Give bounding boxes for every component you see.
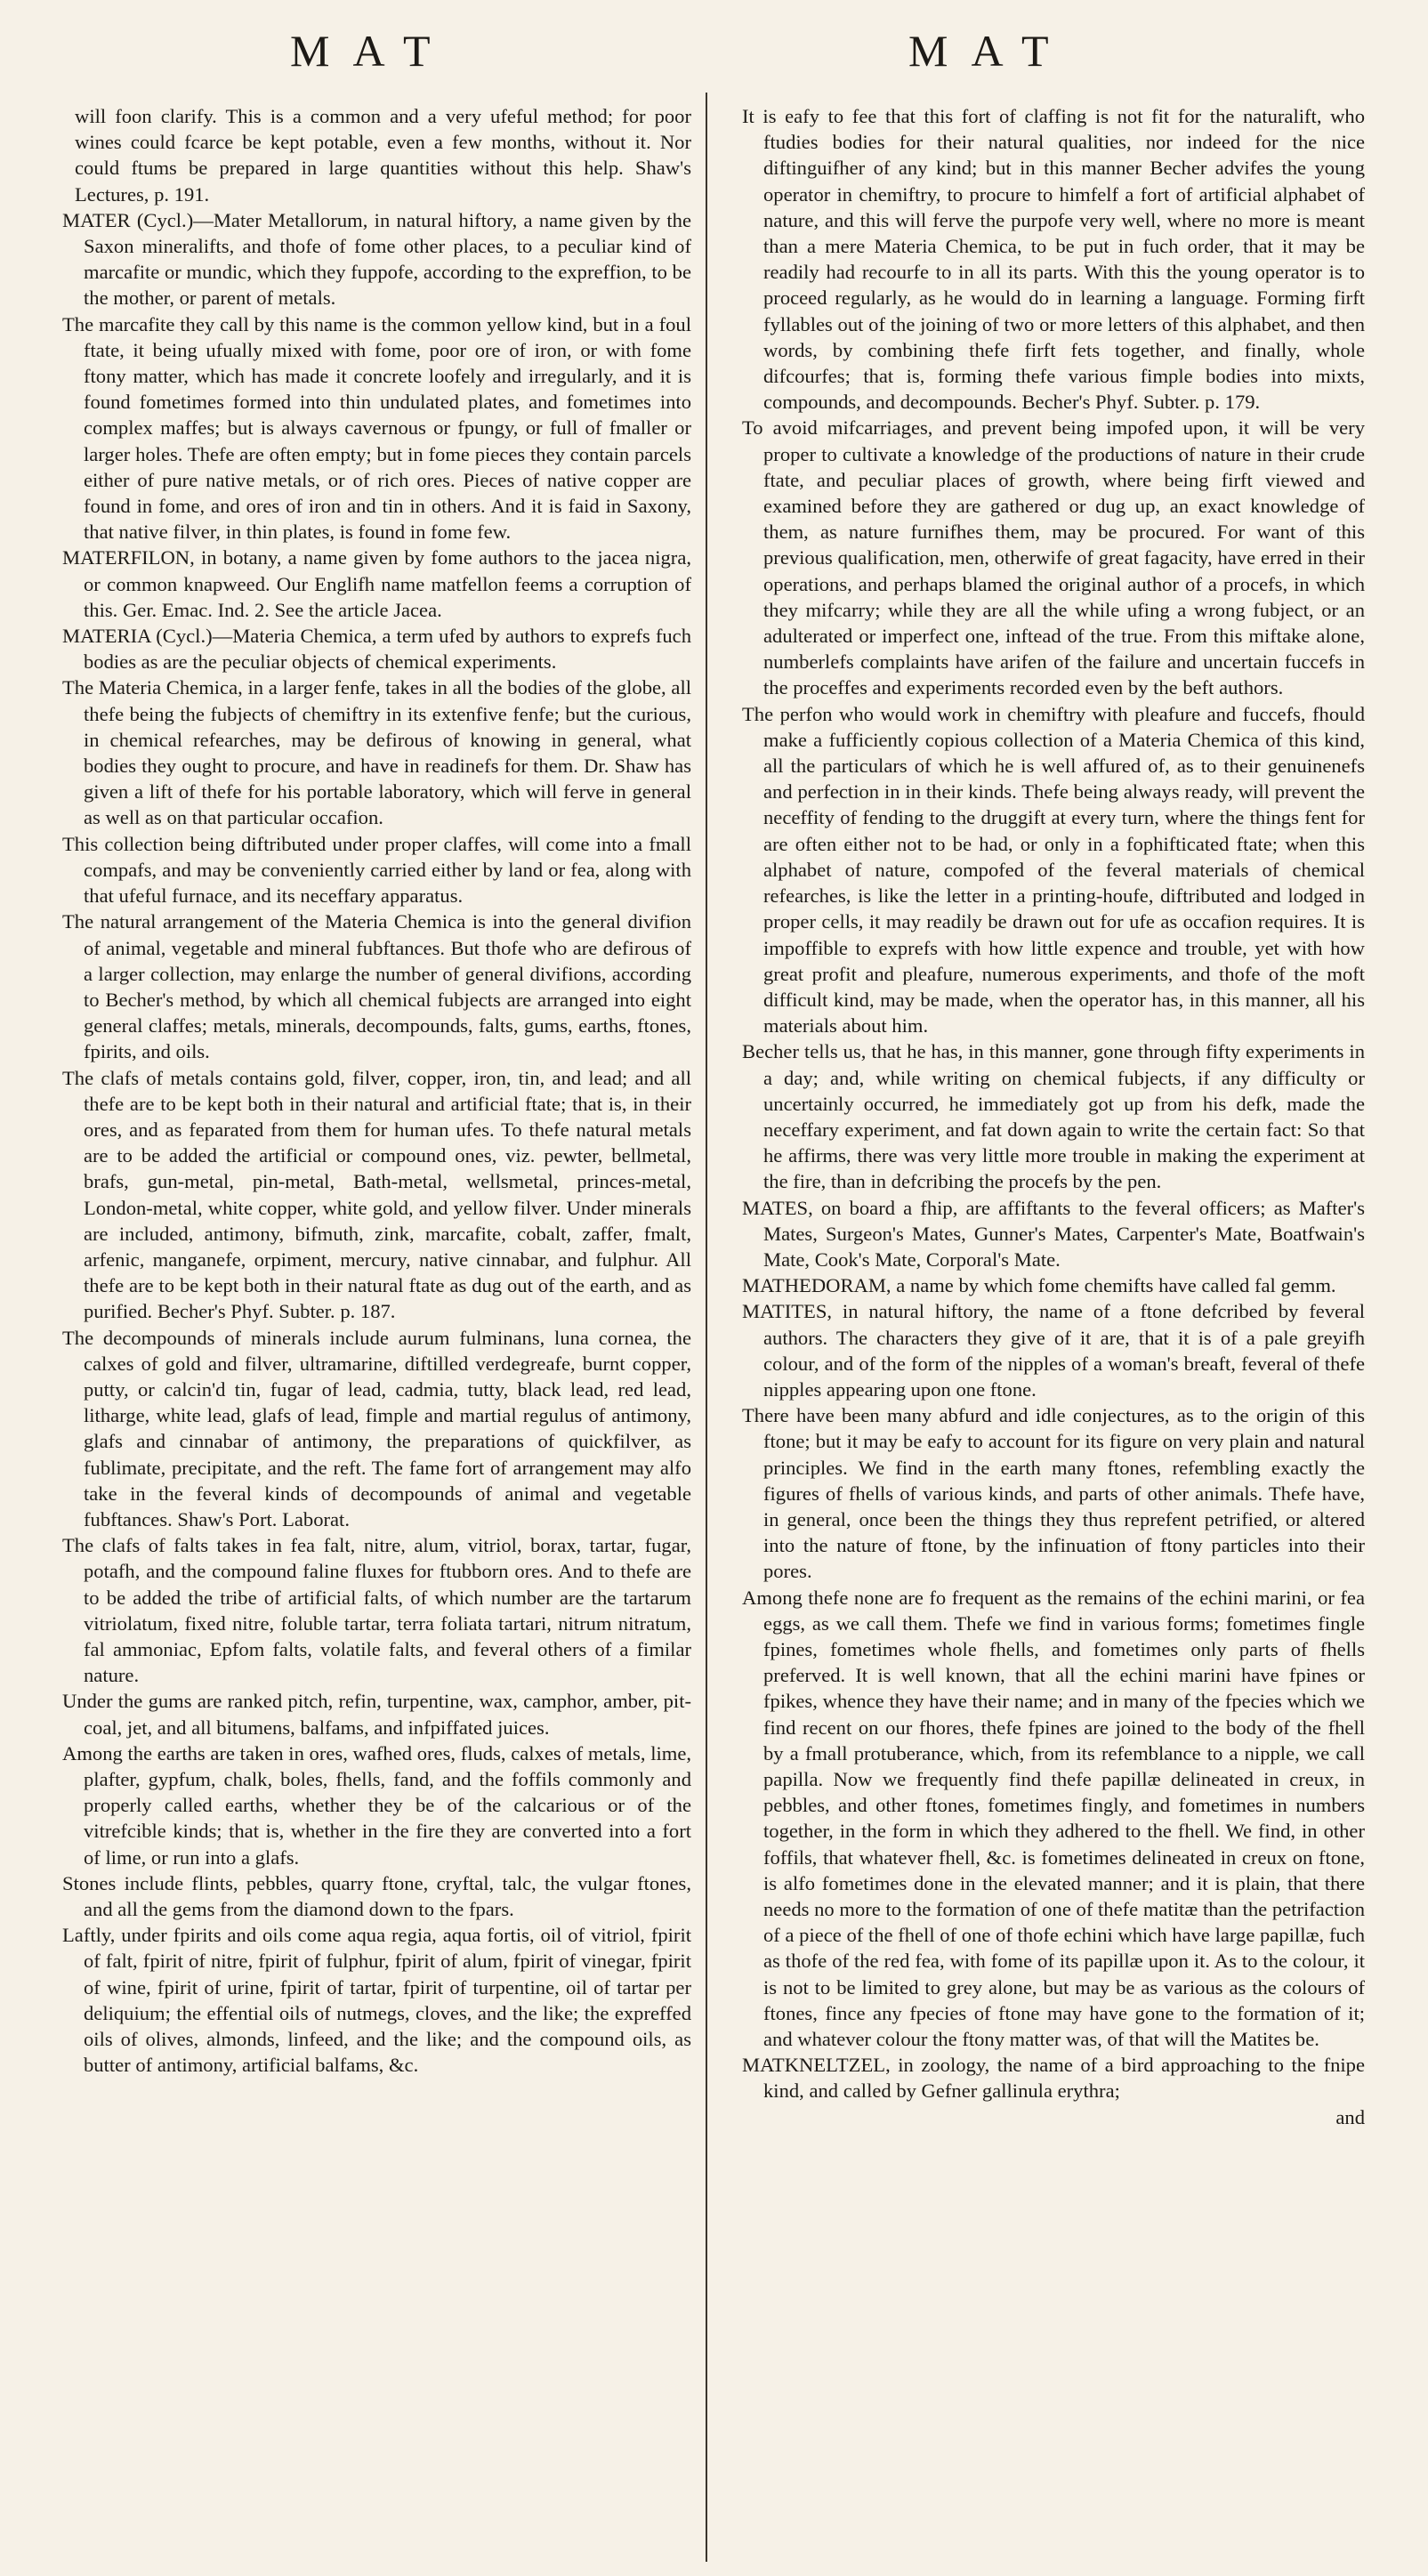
paragraph: The clafs of falts takes in fea falt, nitre, alum, vitriol, borax, tartar, fugar, potafh, and the compound faline fluxes for ftubborn ores. And to thefe are to be added the tribe of artificial falts, of which number are the tartarum vitriolatum, fixed nitre, foluble tartar, terra foliata tartari, nitrum nitratum, fal ammoniac, Epfom falts, volatile falts, and feveral others of a fimilar nature.	[62, 1534, 691, 1687]
paragraph: To avoid mifcarriages, and prevent being impofed upon, it will be very proper to cultivate a knowledge of the productions of nature in their crude ftate, and peculiar places of growth, where being firft viewed and examined before they are gathered or dug up, an exact knowledge of them, as nature furnifhes them, may be procured. For want of this previous qualification, men, otherwife of great fagacity, have erred in their operations, and perhaps blamed the original author of a procefs, in which they mifcarry; while they are all the while ufing a wrong fubject, or an adulterated or imperfect one, inftead of the true. From this miftake alone, numberlefs complaints have arifen of the failure and uncertain fuccefs in the proceffes and experiments recorded even by the beft authors.	[742, 416, 1365, 699]
column-divider	[706, 93, 707, 2562]
paragraph: Laftly, under fpirits and oils come aqua regia, aqua fortis, oil of vitriol, fpirit of falt, fpirit of nitre, fpirit of fulphur, fpirit of alum, fpirit of vinegar, fpirit of wine, fpirit of urine, fpirit of tartar, fpirit of turpentine, oil of tartar per deliquium; the effential oils of nutmegs, cloves, and the like; the expreffed oils of olives, almonds, linfeed, and the like; and the compound oils, as butter of antimony, artificial balfams, &c.	[62, 1924, 691, 2077]
paragraph: Stones include flints, pebbles, quarry ftone, cryftal, talc, the vulgar ftones, and all the gems from the diamond down to the fpars.	[62, 1871, 691, 1921]
paragraph: Among thefe none are fo frequent as the remains of the echini marini, or fea eggs, as we call them. Thefe we find in various forms; fometimes fingle fpines, fometimes whole fhells, and fometimes only parts of fhells preferved. It is well known, that all the echini marini have fpines or fpikes, whence they have their name; and in many of the fpecies which we find recent on our fhores, thefe fpines are joined to the body of the fhell by a fmall protuberance, which, from its refemblance to a nipple, we call papilla. Now we frequently find thefe papillæ delineated in creux, in pebbles, and other ftones, fometimes fingly, and fometimes in numbers together, in the form in which they adhered to the fhell. We find, in other foffils, that whatever fhell, &c. is fometimes delineated in creux on ftone, is alfo fometimes done in the elevated manner; and it is plain, that there needs no more to the formation of one of thefe matitæ than the petrifaction of a piece of the fhell of one of thofe echini which have large papillæ, fuch as thofe of the red fea, with fome of its papillæ upon it. As to the colour, it is not to be limited to grey alone, but may be as various as the colours of ftones, fince any fpecies of ftone may have gone to the formation of it; and whatever colour the ftony matter was, of that will the Matites be.	[742, 1586, 1365, 2051]
entry-mathedoram: MATHEDORAM, a name by which fome chemifts have called fal gemm.	[742, 1274, 1336, 1297]
paragraph: Becher tells us, that he has, in this manner, gone through fifty experiments in a day; and, while writing on chemical fubjects, if any difficulty or uncertainly occurred, he immediately got up from his defk, made the neceffary experiment, and fat down again to write the certain fact: So that he affirms, there was very little more trouble in making the experiment at the fire, than in defcribing the procefs by the pen.	[742, 1040, 1365, 1193]
paragraph: The marcafite they call by this name is the common yellow kind, but in a foul ftate, it being ufually mixed with fome, poor ore of iron, or with fome ftony matter, which has made it concrete loofely and irregularly, and it is found fometimes formed into thin undulated plates, and fometimes into complex maffes; but is always cavernous or fpungy, or full of fmaller or larger holes. Thefe are often empty; but in fome pieces they contain parcels either of pure native metals, or of rich ores. Pieces of native copper are found in fome, and ores of iron and tin in others. And it is faid in Saxony, that native filver, in thin plates, is found in fome few.	[62, 312, 691, 544]
paragraph: The natural arrangement of the Materia Chemica is into the general divifion of animal, vegetable and mineral fubftances. But thofe who are defirous of a larger collection, may enlarge the number of general divifions, according to Becher's method, by which all chemical fubjects are arranged into eight general claffes; metals, minerals, decompounds, falts, gums, earths, ftones, fpirits, and oils.	[62, 910, 691, 1063]
entry-matites: MATITES, in natural hiftory, the name of a ftone defcribed by feveral authors. The characters they give of it are, that it is of a pale greyifh colour, and of the form of the nipples of a woman's breaft, feveral of thefe nipples appearing upon one ftone.	[742, 1300, 1365, 1401]
entry-materia: MATERIA (Cycl.)—Materia Chemica, a term ufed by authors to exprefs fuch bodies as are the peculiar objects of chemical experiments.	[62, 625, 691, 674]
running-head-left: MAT	[290, 26, 454, 76]
paragraph: The Materia Chemica, in a larger fenfe, takes in all the bodies of the globe, all thefe being the fubjects of chemiftry in its extenfive fenfe; but the curious, in chemical refearches, may be defirous of knowing in general, what bodies they ought to procure, and have in readinefs for them. Dr. Shaw has given a lift of thefe for his portable laboratory, which will ferve in general as well as on that particular occafion.	[62, 676, 691, 829]
paragraph: will foon clarify. This is a common and a very ufeful method; for poor wines could fcarce be kept potable, even a few months, without it. Nor could ftums be prepared in large quantities without this help. Shaw's Lectures, p. 191.	[75, 105, 691, 206]
paragraph: This collection being diftributed under proper claffes, will come into a fmall compafs, and may be conveniently carried either by land or fea, along with that ufeful furnace, and its neceffary apparatus.	[62, 832, 691, 908]
paragraph: The clafs of metals contains gold, filver, copper, iron, tin, and lead; and all thefe are to be kept both in their natural and artificial ftate; that is, in their ores, and as feparated from them for human ufes. To thefe natural metals are to be added the artificial or compound ones, viz. pewter, bellmetal, brafs, gun-metal, pin-metal, Bath-metal, wellsmetal, princes-metal, London-metal, white copper, white gold, and yellow filver. Under minerals are included, antimony, bifmuth, zink, marcafite, cobalt, zaffer, fmalt, arfenic, manganefe, orpiment, mercury, native cinnabar, and fulphur. All thefe are to be kept both in their natural ftate as dug out of the earth, and as purified. Becher's Phyf. Subter. p. 187.	[62, 1066, 691, 1323]
paragraph: Under the gums are ranked pitch, refin, turpentine, wax, camphor, amber, pit-coal, jet, and all bitumens, balfams, and infpiffated juices.	[62, 1690, 691, 1739]
catchword: and	[1335, 2105, 1365, 2128]
entry-materfilon: MATERFILON, in botany, a name given by fome authors to the jacea nigra, or common knapweed. Our Englifh name matfellon feems a corruption of this. Ger. Emac. Ind. 2. See the article Jacea.	[62, 546, 691, 621]
entry-matkneltzel: MATKNELTZEL, in zoology, the name of a bird approaching to the fnipe kind, and called by Gefner gallinula erythra;	[742, 2054, 1365, 2103]
running-head-right: MAT	[908, 26, 1072, 76]
paragraph: There have been many abfurd and idle conjectures, as to the origin of this ftone; but it may be eafy to account for its figure on very plain and natural principles. We find in the earth many ftones, refembling exactly the figures of fhells of various kinds, and parts of other animals. Thefe have, in general, once been the things they thus reprefent petrified, or altered into the nature of ftone, by the infinuation of ftony particles into their pores.	[742, 1404, 1365, 1583]
left-column	[62, 103, 691, 2078]
paragraph: The decompounds of minerals include aurum fulminans, luna cornea, the calxes of gold and filver, ultramarine, diftilled verdegreafe, burnt copper, putty, or calcin'd tin, fugar of lead, cadmia, tutty, black lead, red lead, litharge, white lead, glafs of lead, fimple and martial regulus of antimony, glafs and cinnabar of antimony, the preparations of quickfilver, as fublimate, precipitate, and the reft. The fame fort of arrangement may alfo take in the feveral kinds of decompounds of animal and vegetable fubftances. Shaw's Port. Laborat.	[62, 1326, 691, 1530]
paragraph: It is eafy to fee that this fort of claffing is not fit for the naturalift, who ftudies bodies for their natural qualities, nor indeed for the nice diftinguifher of any kind; but in this manner Becher advifes the young operator in chemiftry, to procure to himfelf a fort of artificial alphabet of nature, and this will ferve the purpofe very well, where no more is meant than a mere Materia Chemica, to be put in fuch order, that it may be readily had recourfe to in all its parts. With this the young operator is to proceed regularly, as he would do in learning a language. Forming firft fyllables out of the joining of two or more letters of this alphabet, and then words, by combining thefe firft fets together, and finally, whole difcourfes; that is, forming thefe various fimple bodies into mixts, compounds, and decompounds. Becher's Phyf. Subter. p. 179.	[742, 105, 1365, 414]
entry-mates: MATES, on board a fhip, are affiftants to the feveral officers; as Mafter's Mates, Surgeon's Mates, Gunner's Mates, Carpenter's Mate, Boatfwain's Mate, Cook's Mate, Corporal's Mate.	[742, 1196, 1365, 1271]
paragraph: The perfon who would work in chemiftry with pleafure and fuccefs, fhould make a fufficiently copious collection of a Materia Chemica of this kind, all the particulars of which he is well affured of, as to their genuinenefs and perfection in in their kinds. Thefe being always ready, will prevent the neceffity of fending to the druggift at every turn, where the things fent for are often either not to be had, or only in a fophifticated ftate; when this alphabet of nature, compofed of the feveral materials of chemical refearches, is like the letter in a printing-houfe, diftributed and lodged in proper cells, it may readily be drawn out for ufe as occafion requires. It is impoffible to exprefs with how little expence and trouble, yet with how great profit and pleafure, numerous experiments, and thofe of the moft difficult kind, may be made, when the operator has, in this manner, all his materials about him.	[742, 702, 1365, 1038]
paragraph: Among the earths are taken in ores, wafhed ores, fluds, calxes of metals, lime, plafter, gypfum, chalk, boles, fhells, fand, and the foffils commonly and properly called earths, whether they be of the calcarious or of the vitrefcible kinds; that is, whether in the fire they are converted into a fort of lime, or run into a glafs.	[62, 1741, 691, 1869]
right-column	[742, 103, 1365, 2130]
entry-mater: MATER (Cycl.)—Mater Metallorum, in natural hiftory, a name given by the Saxon mineralifts, and thofe of fome other places, to a peculiar kind of marcafite or mundic, which they fuppofe, according to the expreffion, to be the mother, or parent of metals.	[62, 208, 691, 310]
